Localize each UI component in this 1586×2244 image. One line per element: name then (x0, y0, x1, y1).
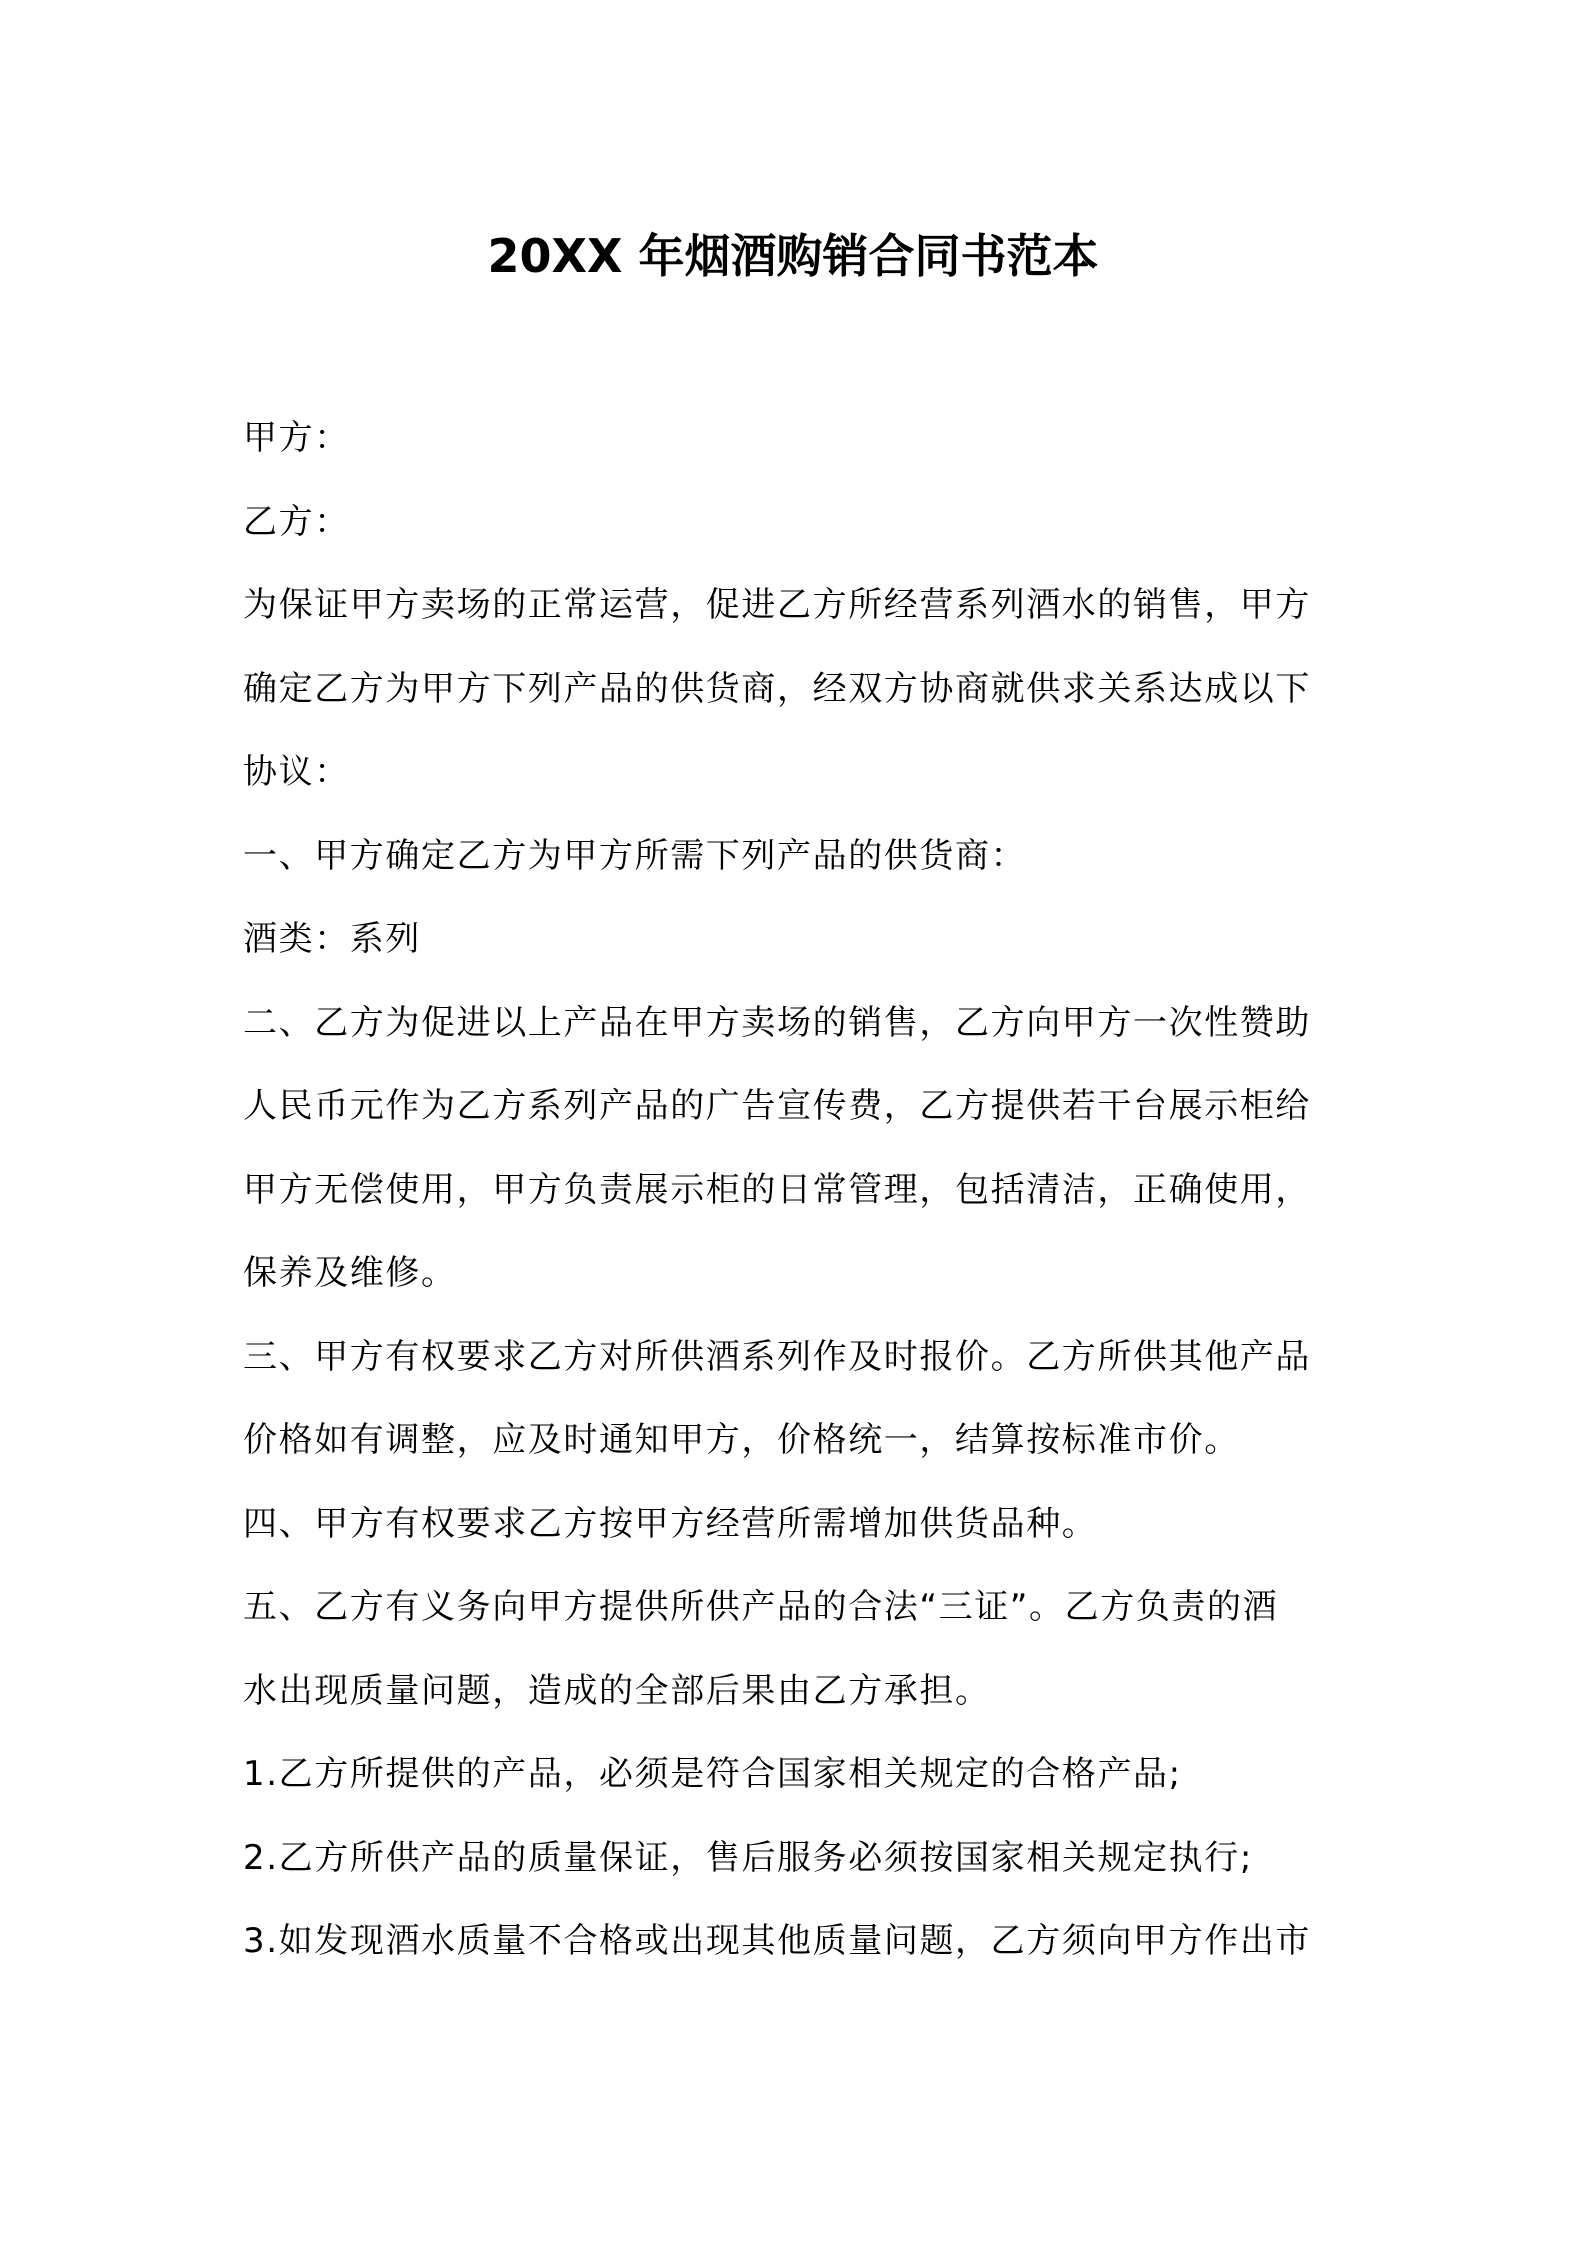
clause-4-line: 四、甲方有权要求乙方按甲方经营所需增加供货品种。 (243, 1503, 1098, 1544)
paragraph-line: 协议： (243, 752, 350, 792)
clause-3-line: 三、甲方有权要求乙方对所供酒系列作及时报价。乙方所供其他产品 (243, 1336, 1311, 1377)
document-title: 20XX 年烟酒购销合同书范本 (487, 229, 1099, 283)
party-a-line: 甲方： (243, 418, 350, 458)
sub-item-1-line: 1.乙方所提供的产品，必须是符合国家相关规定的合格产品; (243, 1754, 1182, 1794)
party-b-line: 乙方： (243, 501, 350, 542)
paragraph-line: 人民币元作为乙方系列产品的广告宣传费，乙方提供若干台展示柜给 (243, 1086, 1311, 1126)
paragraph-line: 水出现质量问题，造成的全部后果由乙方承担。 (243, 1670, 991, 1711)
paragraph-line: 确定乙方为甲方下列产品的供货商，经双方协商就供求关系达成以下 (243, 668, 1311, 709)
clause-2-line: 二、乙方为促进以上产品在甲方卖场的销售，乙方向甲方一次性赞助 (243, 1002, 1311, 1043)
sub-item-3-line: 3.如发现酒水质量不合格或出现其他质量问题，乙方须向甲方作出市 (243, 1921, 1312, 1961)
clause-1-line: 一、甲方确定乙方为甲方所需下列产品的供货商： (243, 835, 1027, 876)
paragraph-line: 酒类：系列 (243, 919, 421, 959)
paragraph-line: 保养及维修。 (243, 1253, 457, 1293)
paragraph-line: 为保证甲方卖场的正常运营，促进乙方所经营系列酒水的销售，甲方 (243, 585, 1311, 625)
paragraph-line: 价格如有调整，应及时通知甲方，价格统一，结算按标准市价。 (243, 1420, 1240, 1460)
sub-item-2-line: 2.乙方所供产品的质量保证，售后服务必须按国家相关规定执行; (243, 1837, 1253, 1878)
paragraph-line: 甲方无偿使用，甲方负责展示柜的日常管理，包括清洁，正确使用， (243, 1169, 1311, 1210)
document-body (243, 397, 1363, 1984)
clause-5-line: 五、乙方有义务向甲方提供所供产品的合法“三证”。乙方负责的酒 (243, 1587, 1279, 1627)
